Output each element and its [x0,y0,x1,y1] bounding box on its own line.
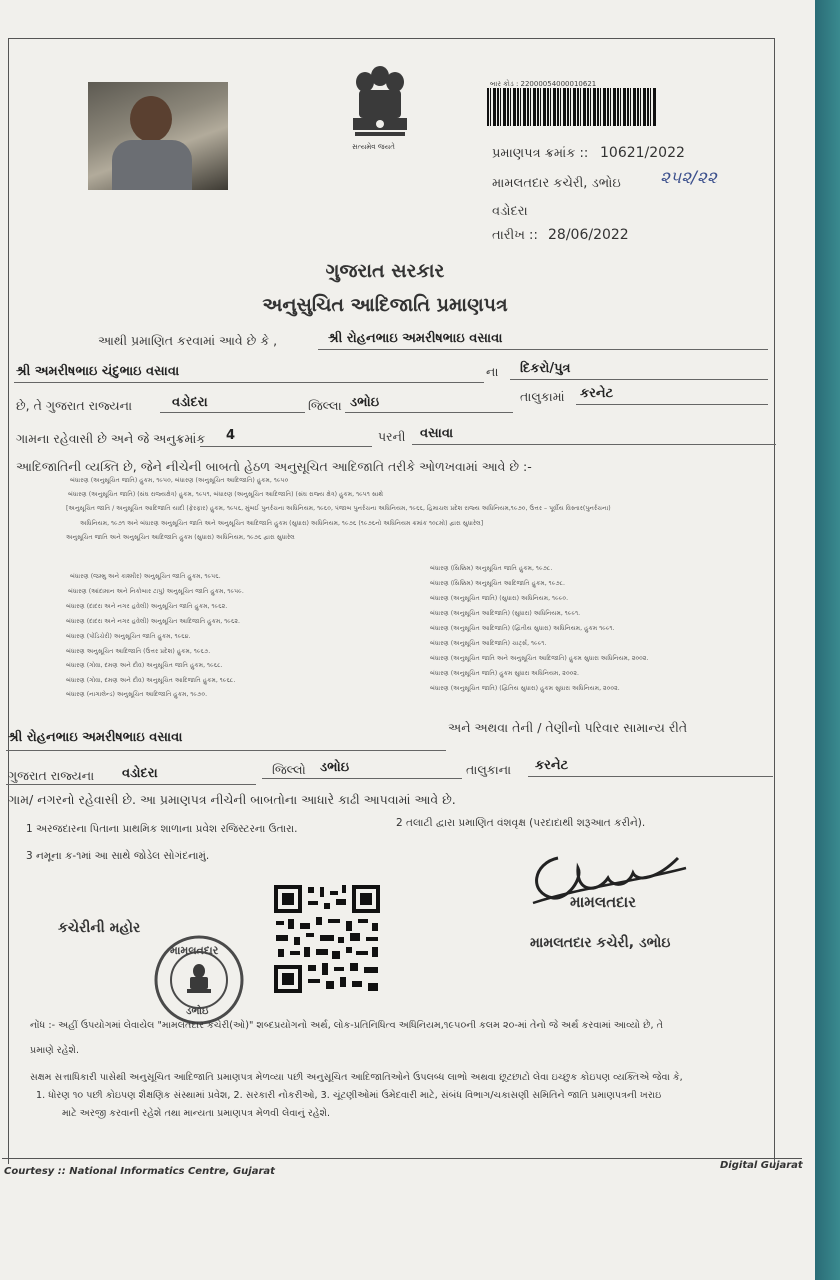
note-line: સક્ષમ સત્તાધિકારી પાસેથી અનુસૂચિત આદિજાતિ પ્રમાણપત્ર મેળવ્યા પછી અનુસૂચિત આદિજાતિઓને ઉપલબ્ધ લાભો અથવા છૂટછાટો લેવા ઇચ્છુક કોઇપણ વ્યક્તિએ જેવા કે, [30,1072,683,1083]
relation: દિકરો/પુત્ર [520,361,571,376]
order-right: બંધારણ (અનુસૂચિત આદિજાતિ) ચાર્ટ્સ, ૧૯૯૧. [430,640,547,647]
handwritten-number: ૨૫૨/૨૨ [660,168,717,188]
basis-item-2: 2 તલાટી દ્વારા પ્રમાણિત વંશવૃક્ષ (પરદાદાથી શરૂઆત કરીને). [396,817,646,829]
background-edge [815,0,840,1280]
order-right: બંધારણ (અનુસૂચિત જાતિ અને અનુસૂચિત આદિજાતિ) હુકમ સુધારા અધિનિયમ, ૨૦૦૨. [430,655,649,662]
barcode [487,88,657,126]
of-text: પરની [378,429,406,444]
footer-brand: Digital Gujarat [720,1160,803,1171]
certificate-no: 10621/2022 [600,145,685,161]
family-state-text: ગુજરાત રાજ્યના [8,768,95,783]
emblem-caption: સત્યમેવ જયતે [352,143,395,151]
issue-date: 28/06/2022 [548,227,629,243]
seal-ring-text: મામલતદાર [170,944,219,957]
family-village: કરનેટ [535,758,569,773]
family-holder-name: શ્રી રોહનભાઇ અમરીષભાઇ વસાવા [8,730,183,745]
district-label-text: જિલ્લા [308,398,342,413]
government-title: ગુજરાત સરકાર [325,260,445,282]
note-line: નોંધ :- અહીં ઉપયોગમાં લેવાયેલ "મામલતદાર કચેરી(ઓ)" શબ્દપ્રયોગનો અર્થ, લોક-પ્રતિનિધિત્વ અધિનિયમ,૧૯૫૦ની કલમ ૨૦-માં તેનો જે અર્થ કરવામાં આવ્યો છે, તે [30,1020,663,1031]
order-left: બંધારણ (ગોવા, દમણ અને દીવ) અનુસૂચિત જાતિ હુકમ, ૧૯૬૮. [66,662,223,669]
office-label: મામલતદાર કચેરી, ડભોઇ [492,176,621,191]
family-district: વડોદરા [122,766,158,781]
tribe-text: આદિજાતિની વ્યક્તિ છે, જેને નીચેની બાબતો હેઠળ અનુસૂચિત આદિજાતિ તરીકે ઓળખવામાં આવે છે :- [16,459,532,474]
taluka-label-text: તાલુકામાં [520,389,565,404]
qr-code [272,883,382,995]
father-name: શ્રી અમરીષભાઇ ચંદુભાઇ વસાવા [16,364,180,379]
order-line: બંધારણ (અનુસૂચિત જાતિ) (સંઘ રાજ્યક્ષેત્ર) હુકમ, ૧૯૫૧, બંધારણ (અનુસૂચિત આદિજાતિ) (સંઘ રાજ્ય ક્ષેત્ર) હુકમ, ૧૯૫૧ સાથે [68,491,384,498]
order-left: બંધારણ (ગોવા, દમણ અને દીવ) અનુસૂચિત આદિજાતિ હુકમ, ૧૯૬૮. [66,677,236,684]
certificate-title: અનુસુચિત આદિજાતિ પ્રમાણપત્ર [262,294,508,316]
note-line: માટે અરજી કરવાની રહેશે તથા માન્યતા પ્રમાણપત્ર મેળવી લેવાનું રહેશે. [62,1108,331,1119]
basis-item-1: 1 અરજદારના પિતાના પ્રાથમિક શાળાના પ્રવેશ રજિસ્ટરના ઉતારા. [26,823,298,835]
footer-courtesy: Courtesy :: National Informatics Centre, Gujarat [4,1166,275,1177]
state-text: છે, તે ગુજરાત રાજ્યના [16,398,133,413]
basis-item-3: 3 નમૂના ક-૧માં આ સાથે જોડેલ સોગંદનામું. [26,850,210,862]
order-right: બંધારણ (અનુસૂચિત જાતિ) (દ્વિતિય સુધારા) હુકમ સુધારા અધિનિયમ, ૨૦૦૨. [430,685,620,692]
family-district-label: જિલ્લો [272,762,306,777]
seal-bottom-text: ડભોઇ [186,1006,209,1017]
resident-text: ગામના રહેવાસી છે અને જે અનુક્રમાંક [16,431,206,446]
taluka-value: ડભોઇ [350,395,380,410]
footer-rule [2,1158,802,1159]
order-left: બંધારણ (દાદરા અને નગર હવેલી) અનુસૂચિત જાતિ હુકમ, ૧૯૬૨. [66,603,228,610]
na-text: ના [486,364,499,379]
order-line: અધિનિયમ, ૧૯૭૧ અને બંધારણ અનુસૂચિત જાતિ અને અનુસૂચિત આદિજાતિ હુકમ (સુધારા) અધિનિયમ, ૧૯૭૬ (૧૯૭૬નો અધિનિયમ ક્રમાંક ૧૦૮મો) દ્વારા સુધારેલ] [80,520,484,527]
order-right: બંધારણ (સિક્કિમ) અનુસૂચિત જાતિ હુકમ, ૧૯૭૮. [430,565,553,572]
date-label: તારીખ :: [492,228,538,243]
note-line: 1. ધોરણ ૧૦ પછી કોઇપણ શૈક્ષણિક સંસ્થામાં પ્રવેશ, 2. સરકારી નોકરીઓ, 3. ચૂંટણીઓમાં ઉમેદવારી માટે, સંબંધ વિભાગ/ચકાસણી સમિતિને જાતિ પ્રમાણપત્રની ખરાઇ [36,1090,662,1101]
basis-text: ગામ/ નગરનો રહેવાસી છે. આ પ્રમાણપત્ર નીચેની બાબતોના આધારે કાઢી આપવામાં આવે છે. [8,792,456,807]
order-right: બંધારણ (અનુસૂચિત જાતિ) (સુધારા) અધિનિયમ, ૧૯૯૦. [430,595,569,602]
order-left: બંધારણ (પોંડિચેરી) અનુસૂચિત જાતિ હુકમ, ૧૯૬૪. [66,633,191,640]
order-line: [અનુસૂચિત જાતિ / અનુસૂચિત આદિજાતિ યાદી (ફેરફાર) હુકમ, ૧૯૫૬, મુંબઈ પુનર્રચના અધિનિયમ, ૧૯૬૦, પંજાબ પુનર્રચના અધિનિયમ, ૧૯૬૬, હિમાચલ પ્રદેશ રાજ્ય અધિનિયમ,૧૯૭૦, ઉત્તર – પૂર્વીય વિસ્તાર(પુનર્રચના) [66,505,611,512]
officer-office: મામલતદાર કચેરી, ડભોઇ [530,935,671,951]
applicant-photo [88,82,228,190]
officer-title: મામલતદાર [570,893,636,911]
note-line: પ્રમાણે રહેશે. [30,1045,79,1056]
barcode-caption: બાર કોડ : 22000054000010621 [490,80,597,88]
holder-name: શ્રી રોહનભાઇ અમરીષભાઇ વસાવા [328,331,503,346]
order-line: અનુસૂચિત જાતિ અને અનુસૂચિત આદિજાતિ હુકમ (સુધારા) અધિનિયમ, ૧૯૭૬ દ્વારા સુધારેલ [66,534,295,541]
certificate-no-label: પ્રમાણપત્ર ક્રમાંક :: [492,146,589,161]
village-value: કરનેટ [580,386,614,401]
district-label: વડોદરા [492,204,528,219]
order-line: બંધારણ (અનુસૂચિત જાતિ) હુકમ, ૧૯૫૦, બંધારણ (અનુસૂચિત આદિજાતિ) હુકમ, ૧૯૫૦ [70,477,289,484]
national-emblem-icon [345,60,415,155]
office-seal-label: કચેરીની મહોર [58,920,141,936]
order-left: બંધારણ (નાગાલેન્ડ) અનુસૂચિત આદિજાતિ હુકમ, ૧૯૭૦. [66,691,208,698]
district-value: વડોદરા [172,395,208,410]
order-left: બંધારણ (દાદરા અને નગર હવેલી) અનુસૂચિત આદિજાતિ હુકમ, ૧૯૬૨. [66,618,241,625]
order-right: બંધારણ (અનુસૂચિત આદિજાતિ) (દ્વિતીય સુધારા) અધિનિયમ, હુકમ ૧૯૯૧. [430,625,615,632]
order-left: બંધારણ અનુસૂચિત આદિજાતિ (ઉત્તર પ્રદેશ) હુકમ, ૧૯૬૭. [66,648,211,655]
serial-number: 4 [226,428,236,443]
order-left: બંધારણ (આંદામાન અને નિકોબાર ટાપુ) અનુસૂચિત જાતિ હુકમ, ૧૯૫૯. [68,588,244,595]
intro-text: આથી પ્રમાણિત કરવામાં આવે છે કે , [98,333,278,348]
tribe-name: વસાવા [420,426,454,441]
order-right: બંધારણ (અનુસૂચિત આદિજાતિ) (સુધારા) અધિનિયમ, ૧૯૯૧. [430,610,581,617]
family-text: અને અથવા તેની / તેણીનો પરિવાર સામાન્ય રીતે [448,720,688,735]
order-right: બંધારણ (અનુસૂચિત જાતિ) હુકમ સુધારા અધિનિયમ, ૨૦૦૨. [430,670,579,677]
family-taluka: ડભોઇ [320,760,350,775]
family-taluka-label: તાલુકાના [466,762,512,777]
order-right: બંધારણ (સિક્કિમ) અનુસૂચિત આદિજાતિ હુકમ, ૧૯૭૮. [430,580,566,587]
certificate-border [8,38,775,1164]
order-left: બંધારણ (જમ્મુ અને કાશ્મીર) અનુસૂચિત જાતિ હુકમ, ૧૯૫૬. [70,573,221,580]
